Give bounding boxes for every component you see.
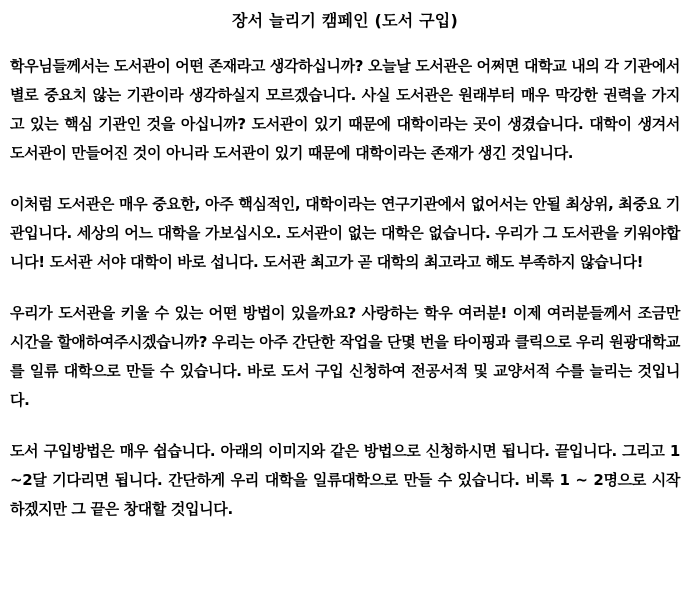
paragraph-1: 학우님들께서는 도서관이 어떤 존재라고 생각하십니까? 오늘날 도서관은 어쩌면 대학교 내의 각 기관에서 별로 중요치 않는 기관이라 생각하실지 모르겠습니다. 사실 도서관은 원래부터 매우 막강한 권력을 가지고 있는 핵심 기관인 것을 아십니까? 도서관이 있기 때문에 대학이라는 곳이 생겼습니다. 대학이 생겨서 도서관이 만들어진 것이 아니라 도서관이 있기 때문에 대학이라는 존재가 생긴 것입니다.	[10, 57, 680, 162]
paragraph-4: 도서 구입방법은 매우 쉽습니다. 아래의 이미지와 같은 방법으로 신청하시면 됩니다. 끝입니다. 그리고 1~2달 기다리면 됩니다. 간단하게 우리 대학을 일류대학으로 만들 수 있습니다. 비록 1 ~ 2명으로 시작하겠지만 그 끝은 창대할 것입니다.	[10, 442, 680, 518]
document-title: 장서 늘리기 캠페인 (도서 구입)	[232, 11, 458, 30]
paragraph-3: 우리가 도서관을 키울 수 있는 어떤 방법이 있을까요? 사랑하는 학우 여러분! 이제 여러분들께서 조금만 시간을 할애하여주시겠습니까? 우리는 아주 간단한 작업을 단몇 번을 타이핑과 클릭으로 우리 원광대학교를 일류 대학으로 만들 수 있습니다. 바로 도서 구입 신청하여 전공서적 및 교양서적 수를 늘리는 것입니다.	[10, 304, 680, 409]
paragraph-2: 이처럼 도서관은 매우 중요한, 아주 핵심적인, 대학이라는 연구기관에서 없어서는 안될 최상위, 최중요 기관입니다. 세상의 어느 대학을 가보십시오. 도서관이 없는 대학은 없습니다. 우리가 그 도서관을 키워야합니다! 도서관 서야 대학이 바로 섭니다. 도서관 최고가 곧 대학의 최고라고 해도 부족하지 않습니다!	[10, 195, 680, 271]
